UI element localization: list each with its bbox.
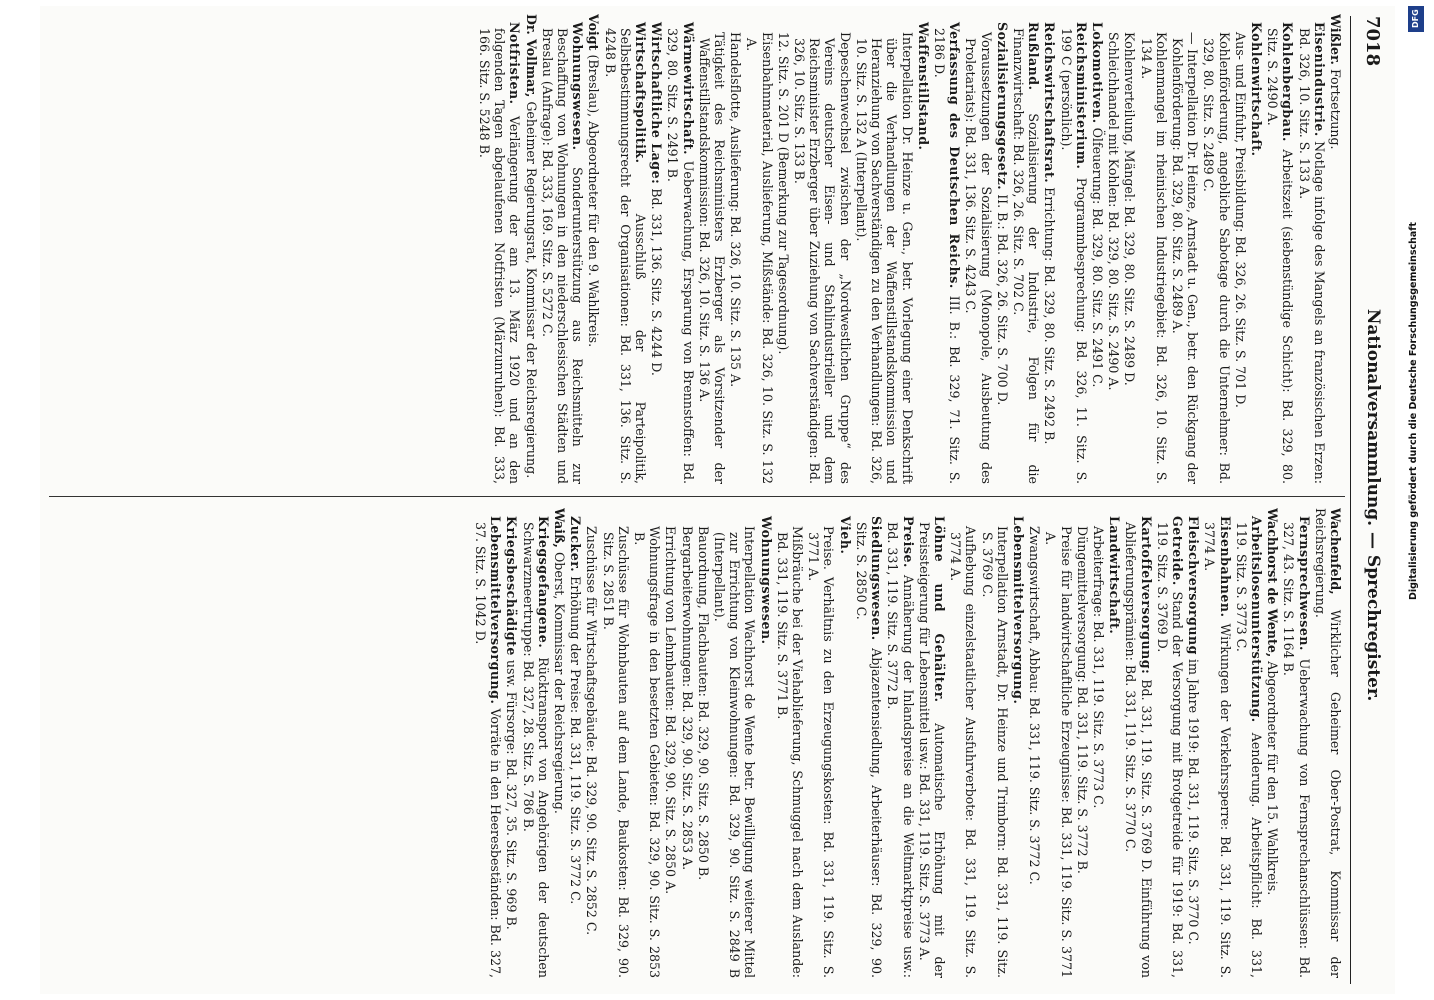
topic-heading: Landwirtschaft. xyxy=(1107,516,1123,635)
entry-text: Zwangswirtschaft, Abbau: Bd. 331, 119. Sitz. S. 3772 C. xyxy=(1027,526,1043,885)
speaker-name: Wachhorst de Wente, xyxy=(1265,508,1281,658)
entry-text: Voraussetzungen der Sozialisierung (Monopole, Ausbeutung des Proletariats): Bd. 331, 136. Sitz. S. 4243 C. xyxy=(963,32,994,484)
register-entry xyxy=(979,508,1009,978)
register-entry xyxy=(504,508,519,978)
register-entry xyxy=(1091,508,1106,978)
register-entry xyxy=(1234,508,1264,978)
entry-text: Wirklicher Geheimer Ober-Postrat, Kommissar der Reichsregierung. xyxy=(1312,508,1343,978)
register-entry xyxy=(995,14,1010,484)
entry-text: Rücktransport von Angehörigen der deutschen Schwarzmeertruppe: Bd. 327, 28. Sitz. S. 786 B. xyxy=(520,522,551,978)
register-entry xyxy=(1123,508,1153,978)
register-entry xyxy=(1058,14,1088,484)
entry-text: Errichtung von Lehmbauten: Bd. 329, 90. Sitz. S. 2850 A. xyxy=(663,526,679,895)
entry-text: Wohnungsfrage in den besetzten Gebieten: Bd. 329, 90. Sitz. S. 2853 B. xyxy=(632,526,663,978)
topic-heading: Vieh. xyxy=(837,516,853,555)
register-entry xyxy=(1249,14,1264,484)
entry-text: 12. Sitz. S. 201 D (Bemerkung zur Tagesordnung). xyxy=(775,32,791,355)
register-entry xyxy=(520,508,550,978)
right-column xyxy=(53,508,1343,978)
topic-heading: Wohnungswesen. xyxy=(570,22,586,151)
register-entry xyxy=(473,508,503,978)
topic-heading: Löhne und Gehälter. xyxy=(931,516,947,703)
topic-heading: Eisenindustrie. xyxy=(1311,22,1327,137)
register-entry xyxy=(917,508,947,978)
funding-note: Digitalisierung gefördert durch die Deutsche Forschungsgemeinschaft xyxy=(1408,222,1419,600)
register-entry xyxy=(602,14,648,484)
topic-heading: Lebensmittelversorgung. xyxy=(1010,516,1026,705)
scanned-page xyxy=(40,6,1395,994)
topic-heading: Verfassung des Deutschen Reichs. xyxy=(947,22,963,289)
register-entry xyxy=(948,508,978,978)
register-entry xyxy=(1328,14,1343,484)
entry-text: Bd. 331, 136. Sitz. S. 4244 D. xyxy=(649,188,665,376)
entry-text: Handelsflotte, Auslieferung: Bd. 326, 10. Sitz. S. 135 A. xyxy=(728,32,744,388)
topic-heading: Sozialisierungsgesetz. xyxy=(994,22,1010,191)
topic-heading: Reichsministerium. xyxy=(1073,22,1089,170)
register-entry xyxy=(1107,508,1122,978)
speaker-name: Wachenfeld, xyxy=(1328,508,1343,595)
entry-text: Errichtung: Bd. 329, 80. Sitz. S. 2492 B. xyxy=(1042,187,1058,445)
entry-text: Mißbräuche bei der Viehablieferung, Schmuggel nach dem Auslande: Bd. 331, 119. Sitz. S. 3771 B. xyxy=(774,526,806,978)
register-entry xyxy=(775,508,805,978)
register-entry xyxy=(696,508,711,978)
entry-text: Aus- und Einfuhr, Preisbildung: Bd. 326, 26. Sitz. S. 701 D. xyxy=(1232,32,1248,408)
column-divider xyxy=(49,496,1345,497)
register-entry xyxy=(552,508,567,978)
topic-heading: Lebensmittelversorgung. xyxy=(488,516,504,705)
entry-text: Kohlenförderung, angebliche Sabotage durch die Unternehmer: Bd. 329, 80. Sitz. S. 2489 C. xyxy=(1201,32,1232,484)
register-entry xyxy=(540,14,586,484)
register-entry xyxy=(523,14,538,484)
page-header xyxy=(1350,16,1395,984)
register-entry xyxy=(697,14,727,484)
entry-text: Stand der Versorgung mit Brotgetreide für 1919: Bd. 331, 119. Sitz. S. 3769 D. xyxy=(1154,522,1185,978)
register-entry xyxy=(1011,508,1026,978)
entry-text: im Jahre 1919: Bd. 331, 119. Sitz. S. 3770 C. xyxy=(1186,658,1202,945)
entry-text: Arbeitszeit (siebenstündige Schicht): Bd. 329, 80. Sitz. S. 2490 A. xyxy=(1265,28,1296,484)
register-entry xyxy=(1027,508,1042,978)
entry-text: — Interpellation Dr. Heinze, Arnstadt u. Gen., betr. den Rückgang der Kohlenförderung: Bd. 329, 80. Sitz. S. 2489 A. xyxy=(1169,32,1201,484)
register-entry xyxy=(663,508,678,978)
topic-heading: Siedlungswesen. xyxy=(869,516,885,641)
register-entry xyxy=(632,508,662,978)
topic-heading: Wärmewirtschaft. xyxy=(680,22,696,155)
register-entry xyxy=(1265,14,1295,484)
entry-text: Bd. 331, 119. Sitz. S. 3769 D. Einführung von Ablieferungsprämien: Bd. 331, 119. Sitz. S. 3770 C. xyxy=(1123,522,1154,978)
topic-heading: Fernsprechwesen. xyxy=(1296,516,1312,651)
topic-heading: Waffenstillstand. xyxy=(915,22,931,151)
register-entry xyxy=(838,508,853,978)
entry-text: Abjazentensiedlung, Arbeiterhäuser: Bd. 329, 90. Sitz. S. 2850 C. xyxy=(853,522,885,978)
register-entry xyxy=(776,14,791,484)
topic-heading: Kohlenwirtschaft. xyxy=(1248,22,1264,157)
page-title: Nationalversammlung. — Sprechregister. xyxy=(1363,308,1383,702)
register-entry xyxy=(792,14,853,484)
register-entry xyxy=(1170,14,1200,484)
entry-text: III. B.: Bd. 329, 71. Sitz. S. 2186 D. xyxy=(931,28,963,484)
register-entry xyxy=(1313,508,1343,978)
entry-text: Notlage infolge des Mangels an französischen Erzen: Bd. 326, 10. Sitz. S. 133 A. xyxy=(1296,28,1327,484)
register-entry xyxy=(932,14,962,484)
entry-text: II. B.: Bd. 326, 26. Sitz. S. 700 D. xyxy=(994,194,1010,406)
register-entry xyxy=(1265,508,1280,978)
entry-text: Automatische Erhöhung mit der Preissteigerung für Lebensmittel usw.: Bd. 331, 119. Sitz. S. 3773 A. xyxy=(916,522,947,978)
page-number: 7018 xyxy=(1362,16,1384,67)
topic-heading: Kriegsbeschädigte xyxy=(504,516,520,656)
entry-text: (Breslau), Abgeordneter für den 9. Wahlkreis. xyxy=(586,54,602,348)
register-entry xyxy=(1296,14,1326,484)
register-entry xyxy=(600,508,630,978)
topic-heading: Lokomotiven. xyxy=(1089,22,1105,124)
speaker-name: Voigt xyxy=(586,14,602,51)
register-entry xyxy=(758,508,773,978)
register-entry xyxy=(649,14,664,484)
topic-heading: Preise. xyxy=(900,516,916,568)
entry-text: Preise für landwirtschaftliche Erzeugnisse: Bd. 331, 119. Sitz. S. 3771 A. xyxy=(1043,526,1074,978)
register-entry xyxy=(1090,14,1105,484)
register-entry xyxy=(1201,14,1231,484)
entry-text: Kohlenmangel im rheinischen Industriegebiet: Bd. 326, 10. Sitz. S. 134 A. xyxy=(1138,32,1169,484)
register-entry xyxy=(584,508,599,978)
register-entry xyxy=(1042,14,1057,484)
register-entry xyxy=(477,14,523,484)
entry-text: Oberst, Kommissar der Reichsregierung. xyxy=(552,551,568,814)
register-entry xyxy=(806,508,836,978)
register-entry xyxy=(1186,508,1201,978)
register-entry xyxy=(854,508,884,978)
topic-heading: Wohnungswesen. xyxy=(758,516,774,645)
register-entry xyxy=(916,14,931,484)
entry-text: Vorräte in den Heeresbeständen: Bd. 327, 37. Sitz. S. 1042 D. xyxy=(473,522,504,978)
entry-text: Verlängerung der am 13. März 1920 und an den folgenden Tagen abgelaufenen Notfristen (Märzunruhen): Bd. 333, 166. Sitz. S. 5248 B. xyxy=(477,28,523,484)
topic-heading: Fleischversorgung xyxy=(1186,516,1202,655)
entry-text: Bergarbeiterwohnungen: Bd. 329, 90. Sitz. S. 2853 A. xyxy=(679,526,695,871)
register-entry xyxy=(885,508,915,978)
entry-text: Sonderunterstützung aus Reichsmitteln zur Beschaffung von Wohnungen in den niederschlesischen Städten und Breslau (Anfrage): Bd. 333, 169. Sitz. S. 5272 C. xyxy=(539,28,586,484)
register-entry xyxy=(1138,14,1168,484)
topic-heading: Kriegsgefangene. xyxy=(535,516,551,649)
entry-text: Wirkungen der Verkehrssperre: Bd. 331, 119. Sitz. S. 3774 A. xyxy=(1202,522,1233,978)
entry-text: Ausschluß der Parteipolitik, Selbstbestimmungsrecht der Organisationen: Bd. 331, 136. Sitz. S. 4248 B. xyxy=(602,28,649,484)
register-entry xyxy=(712,508,758,978)
entry-text: usw. Fürsorge: Bd. 327, 35. Sitz. S. 969 B. xyxy=(504,659,520,930)
topic-heading: Kohlenbergbau. xyxy=(1280,22,1296,142)
register-entry xyxy=(1106,14,1121,484)
entry-text: Zuschüsse für Wohnbauten auf dem Lande, Baukosten: Bd. 329, 90. Sitz. S. 2851 B. xyxy=(600,526,631,978)
entry-text: Fortsetzung. xyxy=(1328,68,1343,150)
topic-heading: Kartoffelversorgung: xyxy=(1138,516,1154,675)
entry-text: Aufhebung einzelstaatlicher Ausfuhrverbote: Bd. 331, 119. Sitz. S. 3774 A. xyxy=(948,526,979,978)
dfg-logo: DFG xyxy=(1408,6,1424,32)
entry-text: Geheimer Regierungsrat, Kommissar der Reichsregierung. xyxy=(523,101,539,479)
entry-text: Programmbesprechung: Bd. 326, 11. Sitz. S. 199 C (persönlich). xyxy=(1058,28,1089,484)
entry-text: Interpellation Arnstadt, Dr. Heinze und Trimborn: Bd. 331, 119. Sitz. S. 3769 C. xyxy=(979,526,1010,978)
entry-text: Preise. Verhältnis zu den Erzeugungskosten: Bd. 331, 119. Sitz. S. 3771 A. xyxy=(806,526,837,978)
topic-heading: Getreide. xyxy=(1169,516,1185,586)
entry-text: Arbeiterfrage: Bd. 331, 119. Sitz. S. 3773 C. xyxy=(1090,526,1106,809)
register-entry xyxy=(1281,508,1311,978)
register-entry xyxy=(1043,508,1073,978)
entry-text: Schleichhandel mit Kohlen: Bd. 329, 80. Sitz. S. 2490 A. xyxy=(1106,32,1122,391)
register-entry xyxy=(854,14,915,484)
speaker-name: Waiß, xyxy=(552,508,568,548)
entry-text: Sozialisierung der Industrie, Folgen für die Finanzwirtschaft: Bd. 326, 26. Sitz. S. 702 C. xyxy=(1010,28,1042,484)
entry-text: Annäherung der Inlandspreise an die Weltmarktpreise usw.: Bd. 331, 119. Sitz. S. 3772 B. xyxy=(885,522,916,978)
rotated-page-content xyxy=(40,6,1395,994)
entry-text: Ueberwachung, Ersparung von Brennstoffen: Bd. 329, 80. Sitz. S. 2491 B. xyxy=(665,28,696,484)
entry-text: Bauordnung, Flachbauten: Bd. 329, 90. Sitz. S. 2850 B. xyxy=(695,526,711,881)
register-entry xyxy=(1122,14,1137,484)
left-column xyxy=(53,14,1343,484)
entry-text: Interpellation Dr. Heinze u. Gen., betr. Vorlegung einer Denkschrift über die Verhandlungen der Waffenstillstandskommission und Heranziehung von Sachverständigen zu den Verhandlungen: Bd. 326, 10. Sitz. S. 132 A (Interpellant). xyxy=(853,32,915,484)
entry-text: Depeschenwechsel zwischen der „Nordwestlichen Gruppe“ des Vereins deutscher Eisen- und Stahlindustrieller und dem Reichsminister Erzberger über Zuziehung von Sachverständigen: Bd. 326, 10. Sitz. S. 133 B. xyxy=(792,32,853,484)
entry-text: Aenderung. Arbeitspflicht: Bd. 331, 119. Sitz. S. 3773 C. xyxy=(1233,522,1264,978)
register-entry xyxy=(744,14,774,484)
digitization-sidebar xyxy=(1406,0,1428,1000)
entry-text: Düngemittelversorgung: Bd. 331, 119. Sitz. S. 3772 B. xyxy=(1074,526,1090,874)
register-entry xyxy=(1075,508,1090,978)
register-entry xyxy=(679,508,694,978)
topic-heading: Eisenbahnen. xyxy=(1217,516,1233,618)
entry-text: Erhöhung der Preise: Bd. 331, 119. Sitz. S. 3772 C. xyxy=(568,576,584,905)
entry-text: Ölfeuerung: Bd. 329, 80. Sitz. S. 2491 C. xyxy=(1089,127,1105,388)
entry-text: Ueberwachung von Fernsprechanschlüssen: Bd. 327, 43. Sitz. S. 1164 B. xyxy=(1281,522,1312,978)
entry-text: Abgeordneter für den 15. Wahlkreis. xyxy=(1265,661,1281,896)
register-entry xyxy=(665,14,695,484)
register-entry xyxy=(963,14,993,484)
register-entry xyxy=(728,14,743,484)
entry-text: Interpellation Wachhorst de Wente betr. Bewilligung weiterer Mittel zur Errichtung von Kleinwohnungen: Bd. 329, 90. Sitz. S. 2849 B (Interpellant). xyxy=(712,526,758,978)
entry-text: Kohlenverteilung, Mängel: Bd. 329, 80. Sitz. S. 2489 D. xyxy=(1122,32,1138,386)
entry-text: Zuschüsse für Wirtschaftsgebäude: Bd. 329, 90. Sitz. S. 2852 C. xyxy=(584,526,600,936)
speaker-name: Dr. Vollmar, xyxy=(523,14,539,98)
topic-heading: Reichswirtschaftsrat. xyxy=(1042,22,1058,184)
register-entry xyxy=(586,14,601,484)
entry-text: Eisenbahnmaterial, Auslieferung, Mißstände: Bd. 326, 10. Sitz. S. 132 A. xyxy=(744,32,775,484)
register-entry xyxy=(1011,14,1041,484)
register-entry xyxy=(1233,14,1248,484)
register-entry xyxy=(568,508,583,978)
topic-heading: Wirtschaftliche Lage: xyxy=(649,22,665,185)
topic-heading: Arbeitslosenunterstützung. xyxy=(1248,516,1264,723)
topic-heading: Zucker. xyxy=(568,516,584,573)
topic-heading: Notfristen. xyxy=(507,22,523,105)
topic-heading: Rußland. xyxy=(1026,22,1042,91)
entry-text: Tätigkeit des Reichsministers Erzberger als Vorsitzender der Waffenstillstandskommission: Bd. 326, 10. Sitz. S. 136 A. xyxy=(696,32,728,484)
topic-heading: Wirtschaftspolitik. xyxy=(633,22,649,164)
speaker-name: Wißler. xyxy=(1328,14,1343,65)
register-entry xyxy=(1202,508,1232,978)
register-entry xyxy=(1155,508,1185,978)
